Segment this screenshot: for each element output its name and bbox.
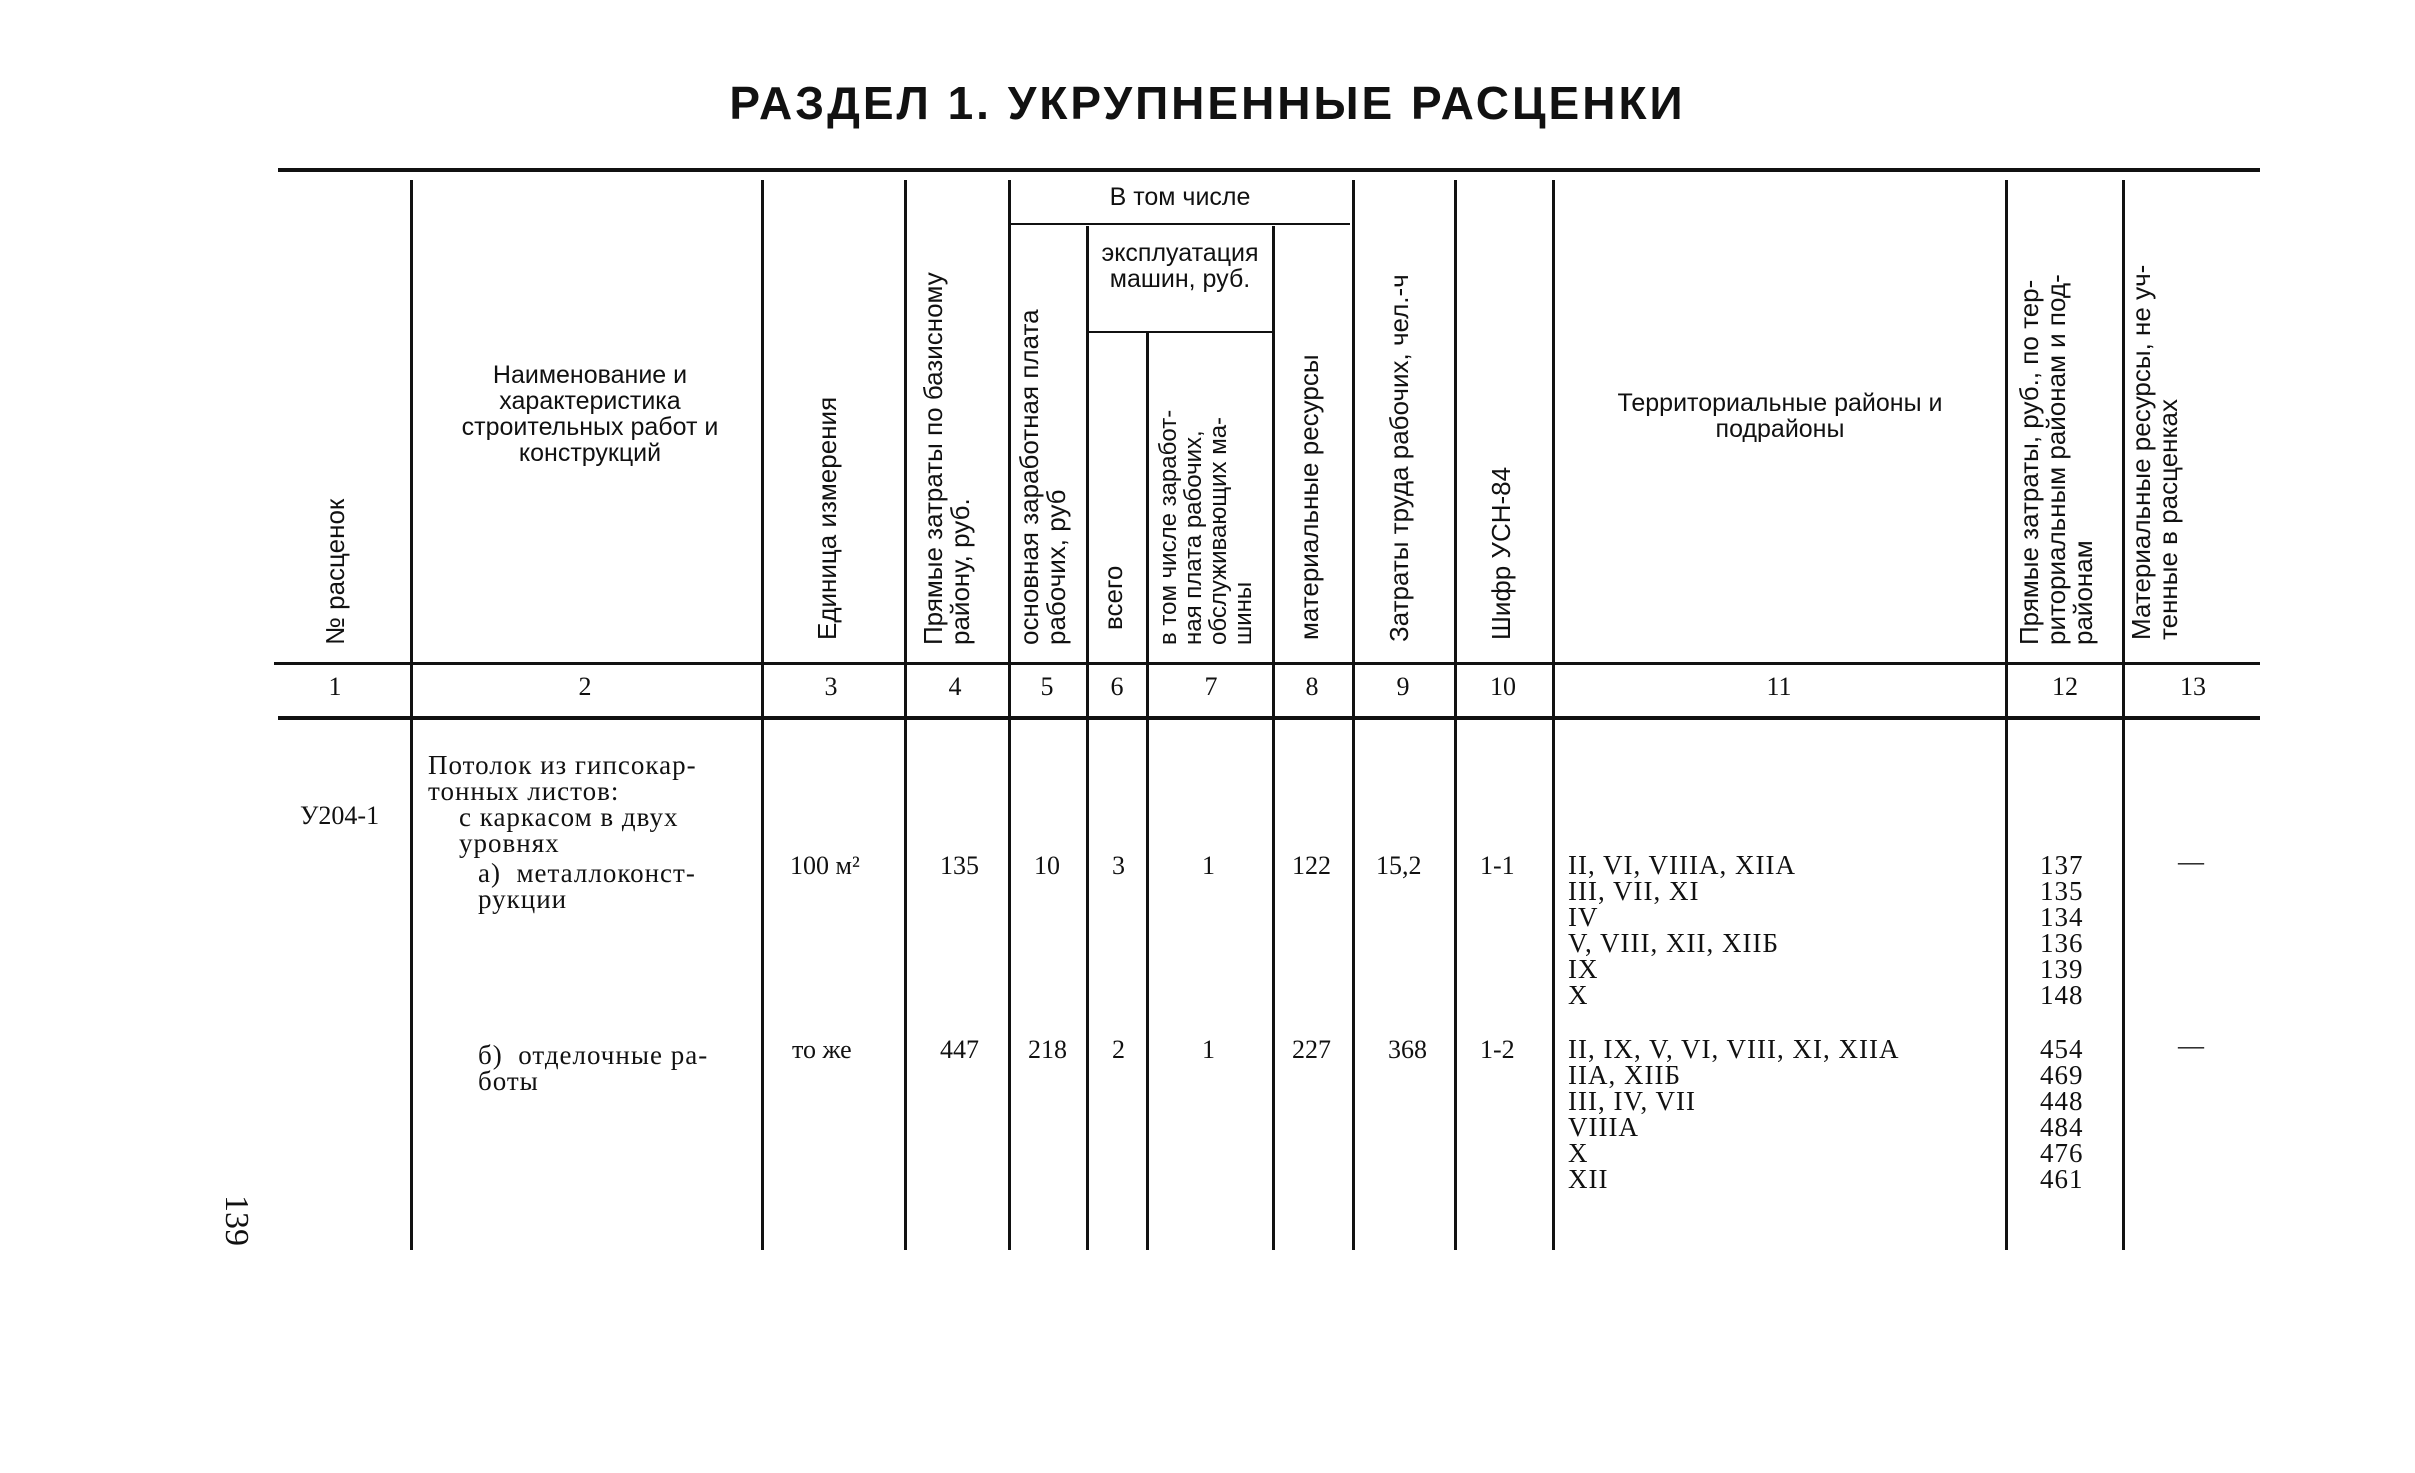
row-mach-wage: 1: [1202, 851, 1215, 880]
table-top-rule: [278, 168, 2260, 172]
row-code: 1-1: [1480, 851, 1515, 880]
row-wage: 10: [1034, 851, 1060, 880]
row-direct: 135: [940, 851, 979, 880]
header-name: Наименование и характеристика строительных работ и конструкций: [461, 361, 719, 467]
col-divider: [1008, 180, 1011, 1250]
row-materials: 122: [1292, 851, 1331, 880]
col-divider: [761, 180, 764, 1250]
header-unit: Единица измерения: [812, 396, 842, 640]
col-divider: [1552, 180, 1555, 1250]
row-regions: II, VI, VIIIA, XIIA III, VII, XI IV V, VIII, XII, XIIБ IX X: [1568, 850, 1796, 1010]
row-region-costs: 137 135 134 136 139 148: [2040, 850, 2084, 1010]
row-region-costs: 454 469 448 484 476 461: [2040, 1034, 2084, 1194]
row-mach-total: 3: [1112, 851, 1125, 880]
group-rule-incl: [1008, 223, 1350, 225]
page-number: 139: [218, 1195, 255, 1246]
col-number: 10: [1490, 672, 1516, 701]
header-unaccounted-materials: Материальные ресурсы, не уч- тенные в расценках: [2126, 264, 2183, 640]
rate-code: У204-1: [300, 801, 380, 830]
header-group-incl: В том числе: [1109, 183, 1251, 211]
col-divider: [1454, 180, 1457, 1250]
col-number: 5: [1040, 672, 1054, 701]
header-rate-number: № расценок: [320, 498, 350, 645]
row-code: 1-2: [1480, 1035, 1515, 1064]
col-number: 8: [1305, 672, 1319, 701]
header-materials: материальные ресурсы: [1294, 354, 1324, 640]
header-region-costs: Прямые затраты, руб., по тер- риториальным районам и под- районам: [2014, 274, 2098, 645]
row-name: а) металлоконст- рукции: [478, 858, 696, 914]
row-materials: 227: [1292, 1035, 1331, 1064]
header-regions: Территориальные районы и подрайоны: [1617, 389, 1943, 443]
col-number: 9: [1396, 672, 1410, 701]
row-wage: 218: [1028, 1035, 1067, 1064]
header-base-wage: основная заработная плата рабочих, руб: [1014, 309, 1071, 645]
col-divider: [904, 180, 907, 1250]
col-number: 3: [824, 672, 838, 701]
header-code: Шифр УСН-84: [1486, 466, 1516, 640]
header-group-mach: эксплуатация машин, руб.: [1101, 239, 1259, 293]
col-divider: [2005, 180, 2008, 1250]
col-divider: [1086, 226, 1089, 1250]
section-title: РАЗДЕЛ 1. УКРУПНЕННЫЕ РАСЦЕНКИ: [729, 77, 1686, 129]
col-divider: [1352, 180, 1355, 1250]
row-title: Потолок из гипсокар- тонных листов: с каркасом в двух уровнях: [428, 750, 697, 858]
col-number: 1: [328, 672, 342, 701]
col-divider: [2122, 180, 2125, 1250]
header-mach-wage: в том числе заработ- ная плата рабочих, обслуживающих ма- шины: [1155, 409, 1257, 645]
col-divider: [410, 180, 413, 1250]
col-divider: [1146, 333, 1149, 1250]
header-labor: Затраты труда рабочих, чел.-ч: [1384, 274, 1414, 642]
row-labor: 368: [1388, 1035, 1427, 1064]
col-number: 12: [2052, 672, 2078, 701]
row-unit: 100 м²: [790, 851, 860, 880]
header-bottom-rule: [274, 662, 2260, 665]
col-number: 4: [948, 672, 962, 701]
row-unaccounted: —: [2178, 847, 2204, 876]
col-number: 11: [1766, 672, 1792, 701]
row-direct: 447: [940, 1035, 979, 1064]
header-direct-costs: Прямые затраты по базисному району, руб.: [918, 272, 975, 645]
header-mach-total: всего: [1098, 565, 1128, 630]
col-number: 2: [578, 672, 592, 701]
col-divider: [1272, 226, 1275, 1250]
row-labor: 15,2: [1376, 851, 1422, 880]
row-mach-total: 2: [1112, 1035, 1125, 1064]
row-unaccounted: —: [2178, 1031, 2204, 1060]
col-number: 6: [1110, 672, 1124, 701]
row-mach-wage: 1: [1202, 1035, 1215, 1064]
group-rule-mach: [1088, 331, 1274, 333]
col-number: 13: [2180, 672, 2206, 701]
numbers-bottom-rule: [278, 716, 2260, 720]
col-number: 7: [1204, 672, 1218, 701]
row-unit: то же: [792, 1035, 852, 1064]
row-regions: II, IX, V, VI, VIII, XI, XIIA IIA, XIIБ III, IV, VII VIIIA X XII: [1568, 1034, 1900, 1194]
row-name: б) отделочные ра- боты: [478, 1040, 709, 1096]
